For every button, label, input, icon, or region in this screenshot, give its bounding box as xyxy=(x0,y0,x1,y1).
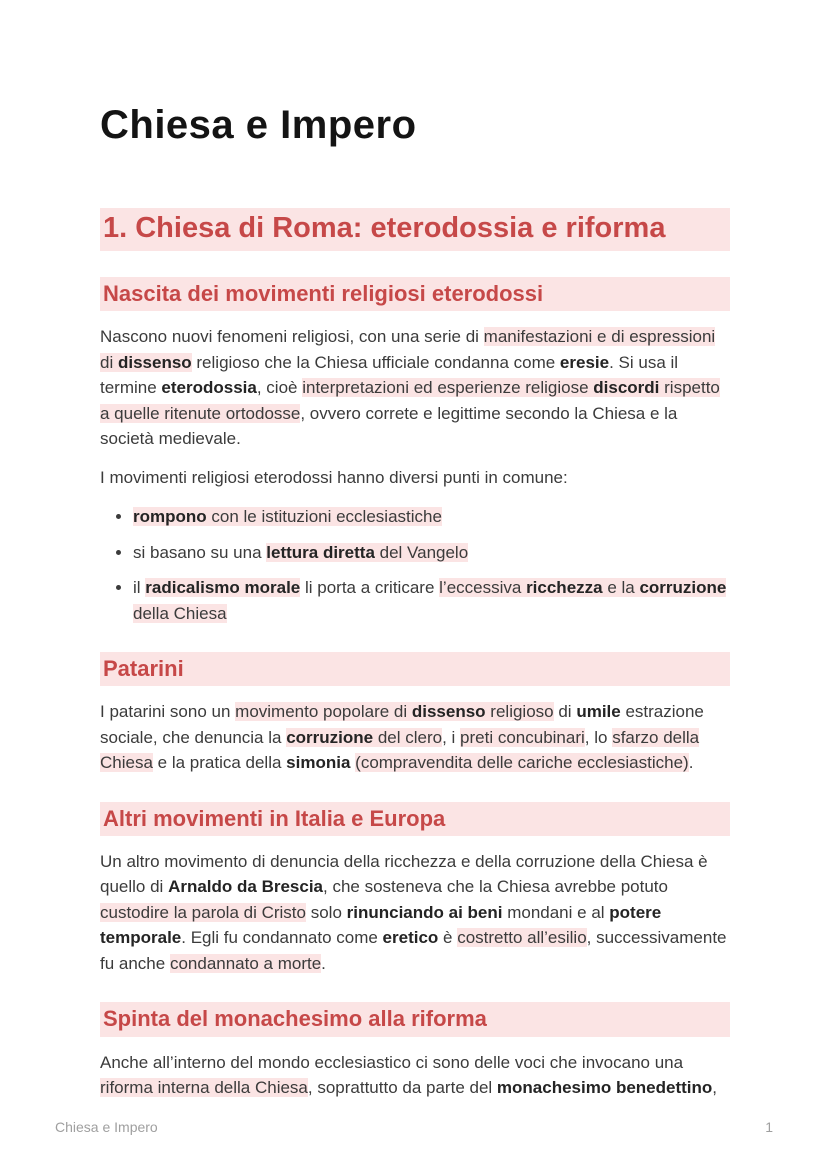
text-segment: della Chiesa xyxy=(133,603,227,623)
footer-document-title: Chiesa e Impero xyxy=(55,1119,158,1135)
text-segment: interpretazioni ed esperienze religiose xyxy=(302,378,594,398)
text-segment: I patarini sono un xyxy=(100,702,236,722)
text-segment: Nascono nuovi fenomeni religiosi, con una serie di xyxy=(100,327,484,347)
text-segment: costretto all’esilio xyxy=(457,928,587,948)
text-segment: Arnaldo da Brescia xyxy=(168,877,324,897)
text-segment: dissenso xyxy=(411,702,486,722)
text-segment: il xyxy=(133,578,146,598)
text-segment: manifestazioni e di espressioni di xyxy=(100,327,716,372)
list-item xyxy=(133,540,730,566)
text-segment: e la pratica della xyxy=(152,753,287,773)
text-segment: eretico xyxy=(382,928,439,948)
text-segment: potere temporale xyxy=(100,902,662,948)
page-footer xyxy=(55,1119,773,1135)
list-item xyxy=(133,575,730,626)
text-segment: corruzione xyxy=(286,727,374,747)
subsection-heading: Patarini xyxy=(100,652,730,686)
text-segment: è xyxy=(438,928,458,948)
text-segment: rinunciando ai beni xyxy=(346,902,503,922)
text-segment: monachesimo benedettino xyxy=(496,1078,713,1098)
text-segment: umile xyxy=(576,702,621,722)
text-segment: di xyxy=(553,702,577,722)
subsection-heading: Altri movimenti in Italia e Europa xyxy=(100,802,730,836)
text-segment: radicalismo morale xyxy=(145,578,301,598)
text-segment: dissenso xyxy=(117,352,192,372)
bullet-list xyxy=(100,504,730,626)
text-segment: si basano su una xyxy=(133,542,267,562)
document-content xyxy=(100,208,730,1101)
subsection-heading: Nascita dei movimenti religiosi eterodossi xyxy=(100,277,730,311)
text-segment: e la xyxy=(602,578,640,598)
text-segment: , che sosteneva che la Chiesa avrebbe potuto xyxy=(323,877,668,897)
text-segment: rompono xyxy=(133,507,207,527)
text-segment: , lo xyxy=(584,727,613,747)
paragraph xyxy=(100,699,730,776)
text-segment: . xyxy=(321,953,326,973)
text-segment: condannato a morte xyxy=(169,953,322,973)
text-segment: corruzione xyxy=(639,578,727,598)
paragraph xyxy=(100,1050,730,1101)
text-segment: , i xyxy=(442,727,461,747)
text-segment: discordi xyxy=(593,378,660,398)
text-segment: riforma interna della Chiesa xyxy=(100,1078,308,1098)
text-segment: simonia xyxy=(286,753,351,773)
subsection-heading: Spinta del monachesimo alla riforma xyxy=(100,1002,730,1036)
text-segment: del clero xyxy=(373,727,443,747)
text-segment: , cioè xyxy=(256,378,303,398)
text-segment: ricchezza xyxy=(526,578,603,598)
text-segment: l’eccessiva xyxy=(439,578,527,598)
text-segment: mondani e al xyxy=(502,902,610,922)
text-segment: . Egli fu condannato come xyxy=(181,928,383,948)
text-segment: movimento popolare di xyxy=(235,702,412,722)
text-segment: , xyxy=(712,1078,718,1098)
text-segment: . Si usa il termine xyxy=(100,352,679,398)
text-segment: religioso che la Chiesa ufficiale condanna come xyxy=(191,352,560,372)
text-segment: religioso xyxy=(485,702,554,722)
text-segment: eresie xyxy=(559,352,610,372)
text-segment: lettura diretta xyxy=(266,542,375,562)
paragraph xyxy=(100,849,730,977)
text-segment: rispetto a quelle ritenute ortodosse xyxy=(100,378,720,423)
list-item xyxy=(133,504,730,530)
paragraph xyxy=(100,465,730,491)
text-segment: sfarzo della Chiesa xyxy=(100,727,700,773)
text-segment: estrazione sociale, che denuncia la xyxy=(100,702,704,747)
text-segment: Anche all’interno del mondo ecclesiastico ci sono delle voci che invocano una xyxy=(100,1052,684,1072)
text-segment: del Vangelo xyxy=(374,542,469,562)
paragraph xyxy=(100,324,730,452)
text-segment: , ovvero correte e legittime secondo la Chiesa e la società medievale. xyxy=(100,403,678,449)
text-segment: custodire la parola di Cristo xyxy=(100,902,306,922)
text-segment: eterodossia xyxy=(161,378,257,398)
text-segment: , soprattutto da parte del xyxy=(307,1078,497,1098)
text-segment: preti concubinari xyxy=(460,727,585,747)
section-heading: 1. Chiesa di Roma: eterodossia e riforma xyxy=(100,208,730,251)
text-segment: Un altro movimento di denuncia della ricchezza e della corruzione della Chiesa è quello di xyxy=(100,851,708,897)
footer-page-number: 1 xyxy=(765,1119,773,1135)
text-segment: solo xyxy=(305,902,347,922)
text-segment: con le istituzioni ecclesiastiche xyxy=(206,507,442,527)
text-segment: (compravendita delle cariche ecclesiastiche) xyxy=(355,753,689,773)
text-segment: . xyxy=(688,753,694,773)
text-segment: I movimenti religiosi eterodossi hanno diversi punti in comune: xyxy=(100,467,568,487)
text-segment: , successivamente fu anche xyxy=(100,928,727,973)
text-segment: li porta a criticare xyxy=(300,578,440,598)
page-title: Chiesa e Impero xyxy=(100,103,417,147)
